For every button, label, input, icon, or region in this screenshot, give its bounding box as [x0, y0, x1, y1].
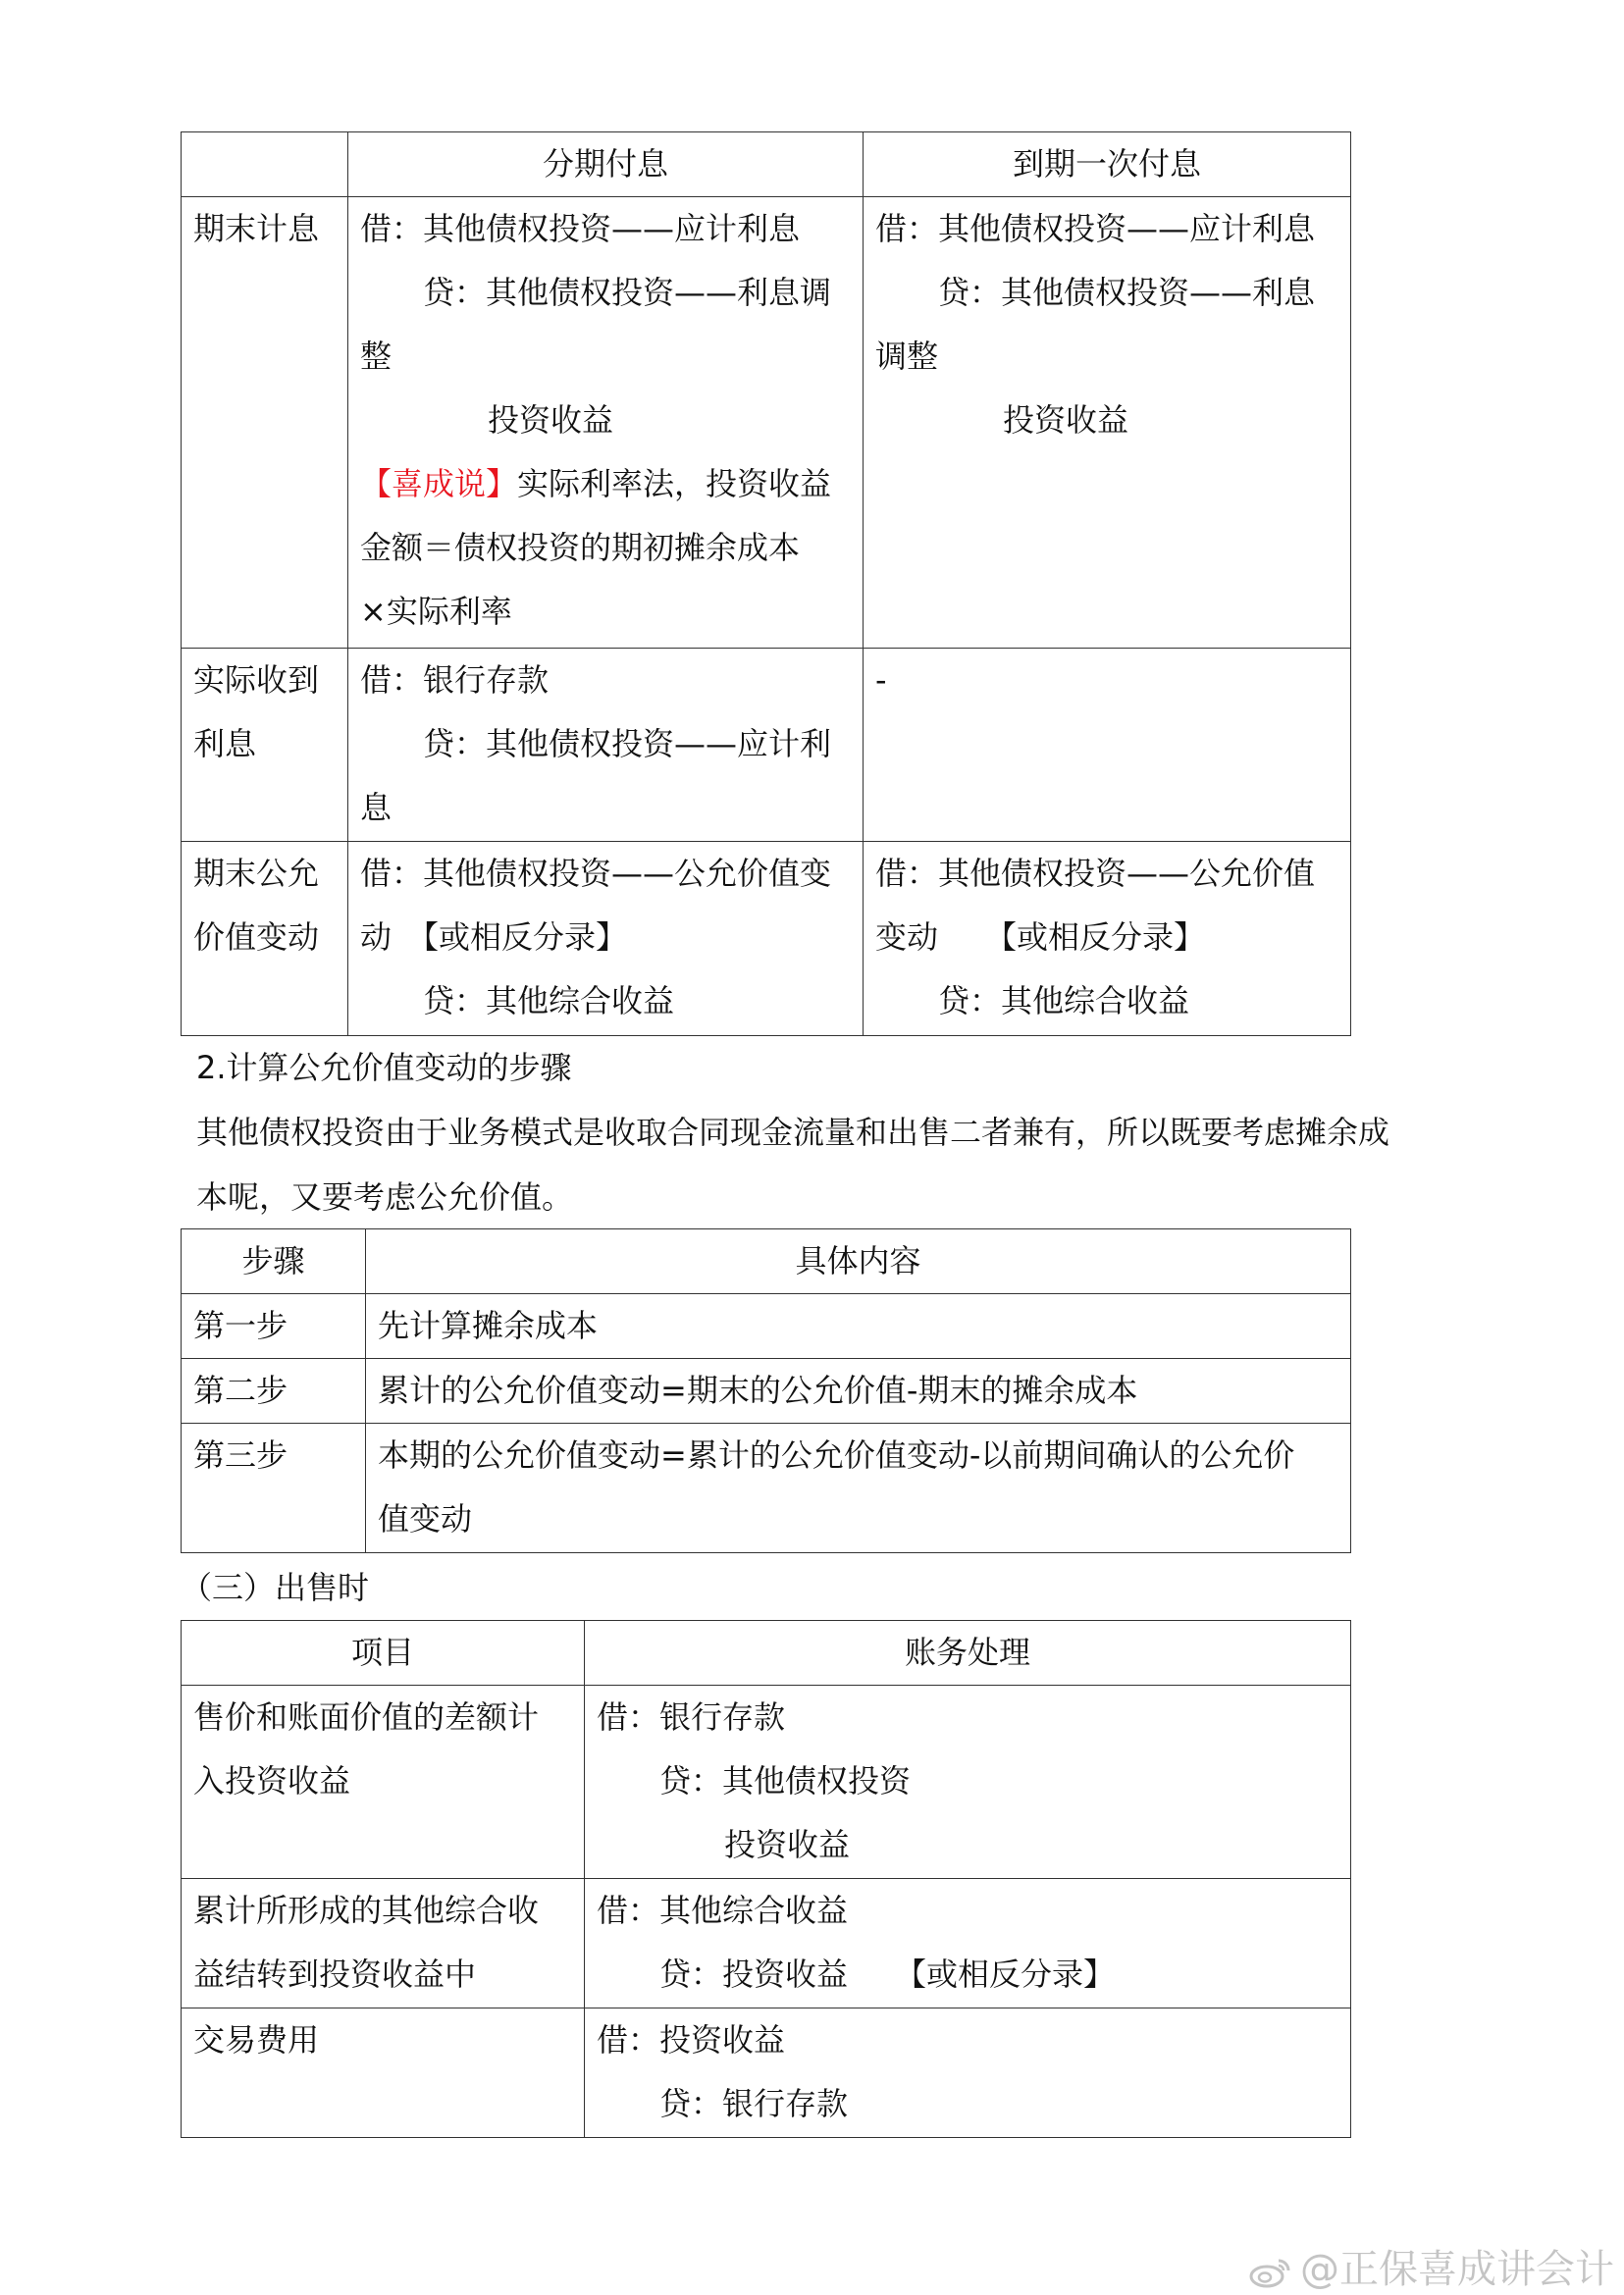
table-row	[182, 842, 1351, 1036]
entry-line: 借：其他债权投资——公允价值变	[360, 855, 832, 892]
entry-line: 借：其他债权投资——应计利息	[360, 210, 801, 247]
header-step: 步骤	[182, 1229, 366, 1294]
entry-line: 借：其他债权投资——公允价值	[875, 855, 1316, 892]
note-text: 实际利率法，投资收益	[517, 465, 832, 502]
note-line: 金额＝债权投资的期初摊余成本	[360, 529, 801, 566]
row-label: 实际收到利息	[182, 649, 348, 842]
item-cell	[182, 1686, 585, 1879]
row-label: 期末公允价值变动	[182, 842, 348, 1036]
step-content: 先计算摊余成本	[366, 1294, 1351, 1359]
entry-line: 投资收益	[724, 1826, 851, 1863]
header-lumpsum: 到期一次付息	[864, 132, 1351, 197]
entry-line: 变动 【或相反分录】	[875, 918, 1206, 956]
entry-line: 投资收益	[1003, 401, 1129, 439]
entry-line: 动 【或相反分录】	[360, 918, 628, 956]
entry-line: 借：银行存款	[597, 1698, 786, 1736]
entry-line: 息	[360, 789, 393, 826]
table-header-row	[182, 1621, 1351, 1686]
table-row	[182, 1879, 1351, 2008]
cell-periodic	[348, 842, 864, 1036]
entry-line: 贷：其他综合收益	[938, 982, 1190, 1019]
entry-cell	[585, 1686, 1351, 1879]
entry-line: 整	[360, 338, 393, 375]
entry-cell	[585, 1879, 1351, 2008]
paragraph-line: 本呢，又要考虑公允价值。	[196, 1178, 574, 1216]
header-blank	[182, 132, 348, 197]
interest-table	[181, 131, 1351, 1036]
step-label: 第三步	[182, 1424, 366, 1553]
table-row	[182, 1294, 1351, 1359]
item-line: 入投资收益	[193, 1762, 351, 1799]
item-cell	[182, 2008, 585, 2138]
steps-table	[181, 1228, 1351, 1553]
entry-line: 贷：其他债权投资——利息调	[423, 274, 832, 311]
entry-line: 贷：其他债权投资——利息	[938, 274, 1316, 311]
entry-line: 借：其他债权投资——应计利息	[875, 210, 1316, 247]
entry-line: 借：其他综合收益	[597, 1892, 849, 1929]
header-accounting: 账务处理	[585, 1621, 1351, 1686]
header-item: 项目	[182, 1621, 585, 1686]
weibo-icon	[1249, 2255, 1292, 2288]
item-line: 售价和账面价值的差额计	[193, 1698, 540, 1736]
section-heading: （三）出售时	[181, 1569, 370, 1606]
table-row	[182, 197, 1351, 649]
cell-lumpsum	[864, 197, 1351, 649]
entry-line: 投资收益	[488, 401, 614, 439]
content-line: 本期的公允价值变动=累计的公允价值变动-以前期间确认的公允价	[378, 1436, 1295, 1474]
row-label: 期末计息	[182, 197, 348, 649]
table-row	[182, 649, 1351, 842]
header-content: 具体内容	[366, 1229, 1351, 1294]
entry-line: 借：投资收益	[597, 2021, 786, 2059]
paragraph-line: 其他债权投资由于业务模式是收取合同现金流量和出售二者兼有，所以既要考虑摊余成	[196, 1114, 1390, 1151]
entry-line: 贷：其他综合收益	[423, 982, 675, 1019]
entry-line: 贷：其他债权投资	[659, 1762, 912, 1799]
sale-table	[181, 1620, 1351, 2138]
cell-lumpsum: -	[864, 649, 1351, 842]
step-label: 第一步	[182, 1294, 366, 1359]
item-line: 交易费用	[193, 2021, 320, 2059]
entry-cell	[585, 2008, 1351, 2138]
step-label: 第二步	[182, 1359, 366, 1424]
content-line: 值变动	[378, 1500, 473, 1538]
cell-periodic	[348, 649, 864, 842]
step-content: 累计的公允价值变动=期末的公允价值-期末的摊余成本	[366, 1359, 1351, 1424]
header-periodic: 分期付息	[348, 132, 864, 197]
table-row	[182, 2008, 1351, 2138]
note-tag: 【喜成说】	[360, 465, 518, 502]
entry-line: 借：银行存款	[360, 661, 550, 699]
item-line: 累计所形成的其他综合收	[193, 1892, 540, 1929]
step-content	[366, 1424, 1351, 1553]
cell-periodic	[348, 197, 864, 649]
cell-lumpsum	[864, 842, 1351, 1036]
item-line: 益结转到投资收益中	[193, 1956, 477, 1993]
item-cell	[182, 1879, 585, 2008]
section-heading: 2.计算公允价值变动的步骤	[196, 1049, 572, 1086]
table-header-row	[182, 1229, 1351, 1294]
table-header-row	[182, 132, 1351, 197]
table-row	[182, 1359, 1351, 1424]
weibo-watermark	[1249, 2245, 1614, 2294]
entry-line: 贷：其他债权投资——应计利	[423, 725, 832, 762]
table-row	[182, 1424, 1351, 1553]
note-line: ×实际利率	[360, 593, 512, 630]
watermark-text: @正保喜成讲会计	[1300, 2247, 1614, 2292]
entry-line: 贷：银行存款	[659, 2085, 849, 2122]
entry-line: 贷：投资收益 【或相反分录】	[659, 1956, 1116, 1993]
table-row	[182, 1686, 1351, 1879]
note-line	[360, 452, 851, 516]
entry-line: 调整	[875, 338, 939, 375]
